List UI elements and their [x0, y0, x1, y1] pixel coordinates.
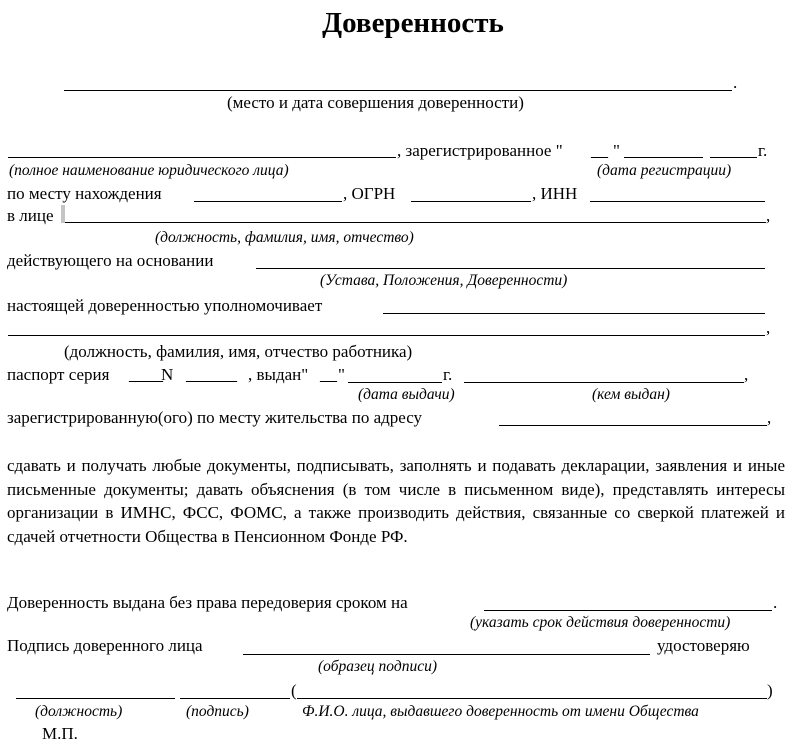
location-blank[interactable]: [194, 201, 342, 202]
issuer-signature-caption: (подпись): [186, 703, 249, 720]
ogrn-blank[interactable]: [411, 201, 531, 202]
residence-comma: ,: [767, 408, 772, 427]
passport-comma: ,: [744, 365, 749, 384]
residence-address-blank[interactable]: [499, 425, 767, 426]
document-title: Доверенность: [322, 7, 504, 39]
location-label: по месту нахождения: [7, 184, 162, 203]
passport-issuer-caption: (кем выдан): [592, 386, 670, 403]
term-caption: (указать срок действия доверенности): [470, 614, 731, 631]
issuer-name-blank[interactable]: [297, 698, 767, 699]
basis-label: действующего на основании: [7, 251, 214, 270]
registration-month-blank[interactable]: [624, 157, 703, 158]
issuer-signature-blank[interactable]: [180, 698, 290, 699]
passport-number-label: N: [161, 365, 174, 384]
authorized-person-caption: (должность, фамилия, имя, отчество работника): [64, 342, 413, 361]
certify-label: удостоверяю: [657, 636, 750, 655]
passport-series-label: паспорт серия: [7, 365, 110, 384]
authorized-person-blank-1[interactable]: [383, 313, 765, 314]
passport-quote-close: ": [338, 365, 345, 384]
authorizes-label: настоящей доверенностью уполномочивает: [7, 296, 323, 315]
person-comma: ,: [766, 206, 771, 225]
registration-year-suffix: г.: [758, 141, 768, 160]
registration-text: , зарегистрированное ": [397, 141, 563, 160]
inn-blank[interactable]: [590, 201, 765, 202]
person-label: в лице: [7, 206, 54, 225]
place-date-blank[interactable]: [64, 90, 732, 91]
authorized-person-blank-2[interactable]: [8, 335, 765, 336]
passport-issue-date-caption: (дата выдачи): [358, 386, 455, 403]
powers-paragraph: сдавать и получать любые документы, подписывать, заполнять и подавать декларации, заявления и иные письменные документы; давать объяснения (в том числе в письменном виде), представлять интересы организации в ИМНС, ФСС, ФОМС, а также производить действия, связанные со сверкой платежей и сдачей отчетности Общества в Пенсионном Фонде РФ.: [7, 456, 785, 546]
issuer-position-blank[interactable]: [16, 698, 175, 699]
term-blank[interactable]: [484, 610, 772, 611]
seal-label: М.П.: [42, 724, 78, 743]
basis-blank[interactable]: [256, 268, 765, 269]
passport-issuer-blank[interactable]: [464, 382, 744, 383]
passport-date-blank[interactable]: [348, 382, 442, 383]
issuer-name-close-paren: ): [767, 681, 773, 700]
entity-name-blank[interactable]: [8, 157, 396, 158]
place-date-caption: (место и дата совершения доверенности): [227, 93, 524, 112]
residence-label: зарегистрированную(ого) по месту жительства по адресу: [7, 408, 423, 427]
issuer-name-caption: Ф.И.О. лица, выдавшего доверенность от имени Общества: [302, 703, 699, 720]
term-label: Доверенность выдана без права передоверия сроком на: [7, 593, 408, 612]
registration-date-caption: (дата регистрации): [597, 162, 732, 179]
signature-label: Подпись доверенного лица: [7, 636, 203, 655]
passport-issued-label: , выдан": [248, 365, 309, 384]
passport-day-blank[interactable]: __: [320, 365, 337, 384]
signature-sample-blank[interactable]: [243, 654, 650, 655]
passport-year-label: г.: [443, 365, 453, 384]
person-blank[interactable]: [65, 222, 766, 223]
basis-caption: (Устава, Положения, Доверенности): [320, 272, 568, 289]
issuer-position-caption: (должность): [35, 703, 123, 720]
text-cursor-marker: [61, 205, 65, 223]
inn-label: , ИНН: [532, 184, 578, 203]
registration-day-blank[interactable]: __: [591, 141, 608, 160]
term-period: .: [773, 593, 778, 612]
ogrn-label: , ОГРН: [343, 184, 396, 203]
place-date-period: .: [733, 73, 738, 92]
entity-name-caption: (полное наименование юридического лица): [9, 162, 289, 179]
registration-quote-close: ": [613, 141, 620, 160]
passport-series-blank[interactable]: ____: [129, 365, 163, 384]
person-caption: (должность, фамилия, имя, отчество): [155, 229, 414, 246]
authorizes-comma: ,: [766, 318, 771, 337]
signature-sample-caption: (образец подписи): [318, 658, 437, 675]
passport-number-blank[interactable]: ______: [186, 365, 237, 384]
issuer-name-open-paren: (: [291, 681, 297, 700]
registration-year-blank[interactable]: [710, 157, 757, 158]
